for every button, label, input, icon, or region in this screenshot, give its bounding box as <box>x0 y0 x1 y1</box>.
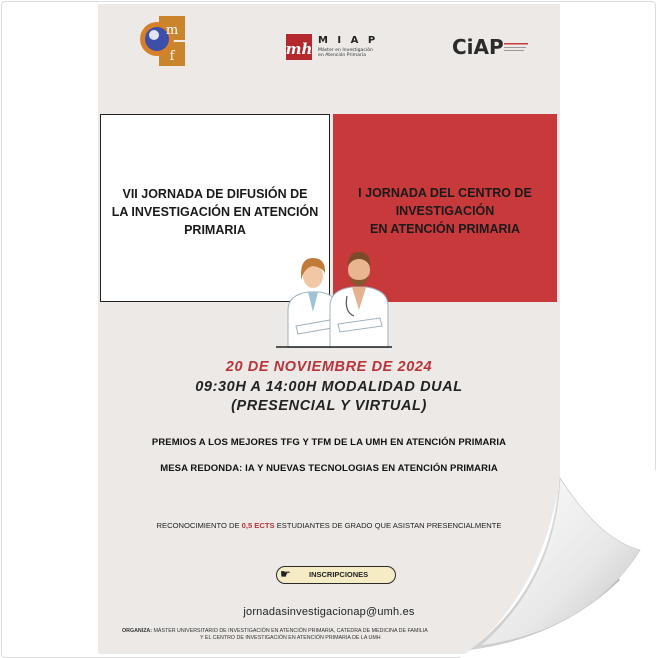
doctors-illustration <box>268 240 398 348</box>
organizers-line1: MÁSTER UNIVERSITARIO DE INVESTIGACIÓN EN ATENCIÓN PRIMARIA, CATEDRA DE MEDICINA DE FAMILIA <box>153 628 428 634</box>
organizers-line2: Y EL CENTRO DE INVESTIGACIÓN EN ATENCIÓN PRIMARIA DE LA UMH <box>200 635 381 641</box>
left-title-line: PRIMARIA <box>184 223 246 237</box>
inscripciones-button[interactable] <box>276 566 396 584</box>
svg-text:CiAP: CiAP <box>452 35 504 59</box>
male-doctor-figure <box>330 252 388 348</box>
recognition-prefix: RECONOCIMIENTO DE <box>156 521 240 530</box>
svg-text:f: f <box>169 49 175 64</box>
svg-text:en Atención Primaria: en Atención Primaria <box>318 53 366 58</box>
svg-text:Máster en Investigación: Máster en Investigación <box>318 48 373 53</box>
recognition-ects: 0,5 ECTS <box>241 521 275 530</box>
right-title-line: EN ATENCIÓN PRIMARIA <box>370 222 520 236</box>
svg-text:m: m <box>165 23 179 38</box>
page-curl-effect <box>440 470 657 658</box>
right-title-line: INVESTIGACIÓN <box>395 204 495 218</box>
prizes-text: PREMIOS A LOS MEJORES TFG Y TFM DE LA UMH EN ATENCIÓN PRIMARIA <box>151 437 507 448</box>
pointing-hand-icon: ☛ <box>280 567 291 581</box>
right-title <box>339 184 551 238</box>
right-title-line: I JORNADA DEL CENTRO DE <box>358 186 532 200</box>
left-title-line: LA INVESTIGACIÓN EN ATENCIÓN <box>111 205 319 219</box>
cmf-logo <box>135 14 189 68</box>
inscripciones-label: INSCRIPCIONES <box>309 570 369 579</box>
ciap-logo <box>452 34 532 60</box>
event-modality: (PRESENCIAL Y VIRTUAL) <box>231 398 427 414</box>
event-time: 09:30H A 14:00H MODALIDAD DUAL <box>195 379 463 395</box>
contact-email[interactable]: jornadasinvestigacionap@umh.es <box>243 606 415 618</box>
miap-logo <box>286 32 386 64</box>
event-date: 20 DE NOVIEMBRE DE 2024 <box>225 359 433 375</box>
organizers-label: ORGANIZA: <box>122 628 153 634</box>
round-table-text: MESA REDONDA: IA Y NUEVAS TECNOLOGIAS EN ATENCIÓN PRIMARIA <box>160 463 498 474</box>
svg-text:M I A P: M I A P <box>318 35 379 46</box>
left-title <box>107 185 323 239</box>
recognition-suffix: ESTUDIANTES DE GRADO QUE ASISTAN PRESENCIALMENTE <box>276 521 502 530</box>
left-title-line: VII JORNADA DE DIFUSIÓN DE <box>122 187 308 201</box>
svg-text:mh: mh <box>286 40 313 58</box>
